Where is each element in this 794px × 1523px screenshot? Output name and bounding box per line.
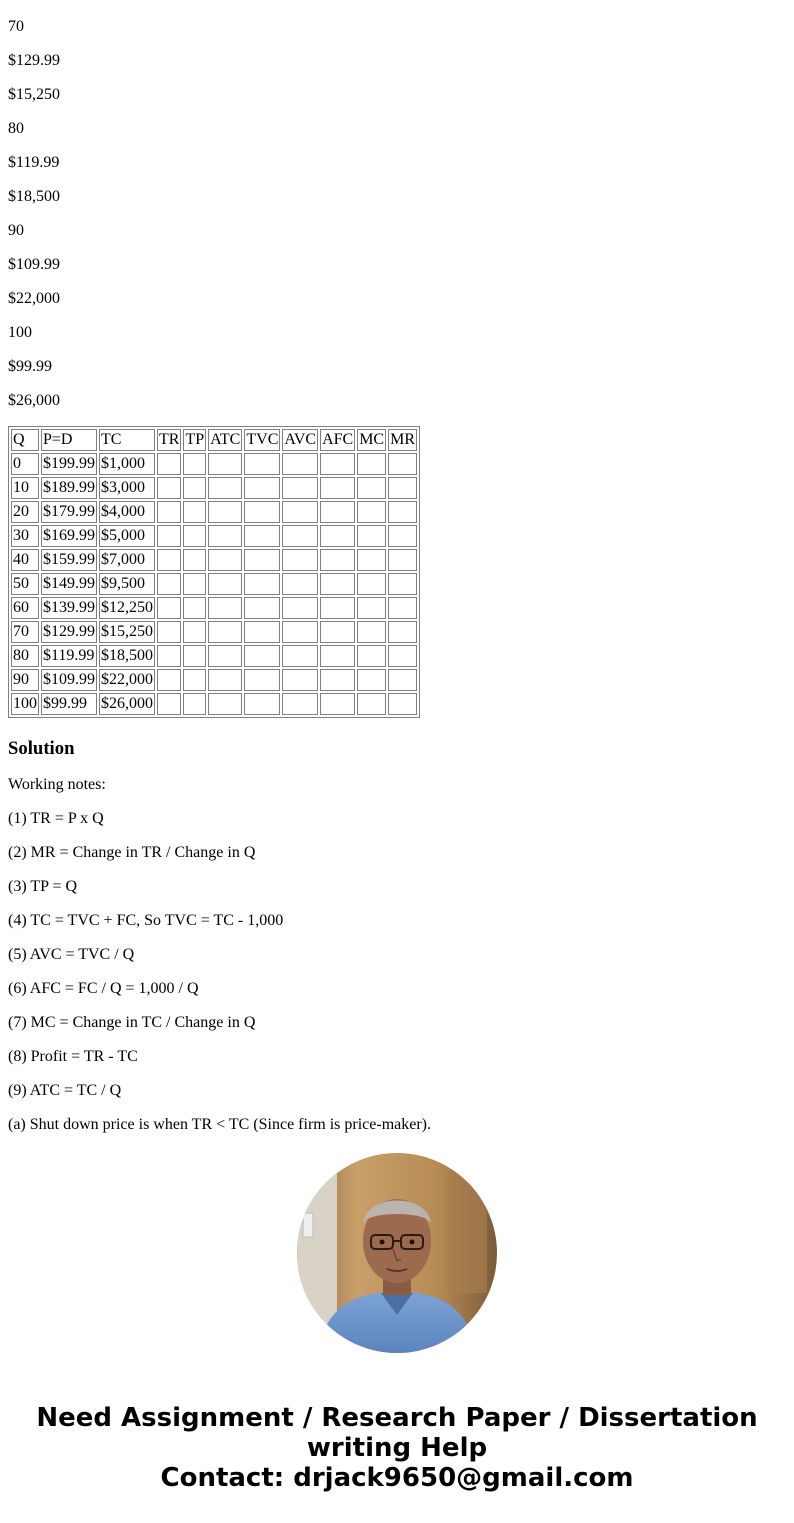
- table-cell: $129.99: [41, 621, 97, 643]
- cta-line-1: Need Assignment / Research Paper / Dissertation: [36, 1403, 758, 1433]
- table-cell: 90: [11, 669, 39, 691]
- table-cell: $3,000: [99, 477, 155, 499]
- table-cell: $22,000: [99, 669, 155, 691]
- empty-cell: [282, 453, 318, 475]
- top-value-line: $109.99: [8, 256, 60, 273]
- empty-cell: [357, 477, 386, 499]
- table-cell: $199.99: [41, 453, 97, 475]
- column-header: TR: [157, 429, 181, 451]
- empty-cell: [208, 597, 242, 619]
- top-value-line: $129.99: [8, 52, 60, 69]
- empty-cell: [320, 501, 355, 523]
- empty-cell: [320, 669, 355, 691]
- empty-cell: [388, 525, 417, 547]
- empty-cell: [183, 549, 206, 571]
- empty-cell: [388, 693, 417, 715]
- empty-cell: [157, 501, 181, 523]
- empty-cell: [244, 621, 280, 643]
- empty-cell: [357, 597, 386, 619]
- table-cell: 100: [11, 693, 39, 715]
- top-value-line: 90: [8, 222, 24, 239]
- empty-cell: [282, 501, 318, 523]
- top-value-line: $15,250: [8, 86, 60, 103]
- cta-contact-line: Contact: drjack9650@gmail.com: [160, 1463, 634, 1493]
- table-cell: $18,500: [99, 645, 155, 667]
- empty-cell: [157, 549, 181, 571]
- empty-cell: [357, 669, 386, 691]
- empty-cell: [244, 549, 280, 571]
- empty-cell: [183, 621, 206, 643]
- empty-cell: [282, 549, 318, 571]
- working-notes-label: Working notes:: [8, 776, 106, 793]
- empty-cell: [157, 525, 181, 547]
- empty-cell: [357, 693, 386, 715]
- empty-cell: [282, 597, 318, 619]
- empty-cell: [183, 645, 206, 667]
- cta-line-2: writing Help: [306, 1433, 488, 1463]
- empty-cell: [208, 573, 242, 595]
- empty-cell: [244, 477, 280, 499]
- empty-cell: [282, 669, 318, 691]
- table-cell: $169.99: [41, 525, 97, 547]
- table-cell: $1,000: [99, 453, 155, 475]
- table-header-row: [11, 429, 417, 451]
- empty-cell: [157, 693, 181, 715]
- table-cell: 0: [11, 453, 39, 475]
- top-value-line: $22,000: [8, 290, 60, 307]
- top-value-line: [8, 0, 786, 2]
- top-value-line: $119.99: [8, 154, 60, 171]
- empty-cell: [282, 477, 318, 499]
- table-cell: $15,250: [99, 621, 155, 643]
- table-row: [11, 597, 417, 619]
- column-header: TP: [183, 429, 206, 451]
- top-value-line: 100: [8, 324, 32, 341]
- author-avatar: [297, 1153, 497, 1353]
- empty-cell: [244, 693, 280, 715]
- solution-heading: Solution: [8, 738, 75, 759]
- empty-cell: [320, 621, 355, 643]
- table-cell: 20: [11, 501, 39, 523]
- empty-cell: [388, 549, 417, 571]
- empty-cell: [183, 477, 206, 499]
- empty-cell: [320, 549, 355, 571]
- table-cell: $12,250: [99, 597, 155, 619]
- author-portrait-image: [297, 1153, 497, 1353]
- column-header: P=D: [41, 429, 97, 451]
- table-cell: 60: [11, 597, 39, 619]
- empty-cell: [183, 573, 206, 595]
- empty-cell: [388, 597, 417, 619]
- empty-cell: [320, 693, 355, 715]
- working-note: (4) TC = TVC + FC, So TVC = TC - 1,000: [8, 912, 284, 929]
- empty-cell: [388, 573, 417, 595]
- empty-cell: [320, 525, 355, 547]
- table-cell: 30: [11, 525, 39, 547]
- empty-cell: [244, 501, 280, 523]
- empty-cell: [357, 549, 386, 571]
- empty-cell: [388, 501, 417, 523]
- table-row: [11, 573, 417, 595]
- empty-cell: [208, 645, 242, 667]
- empty-cell: [244, 573, 280, 595]
- column-header: TC: [99, 429, 155, 451]
- empty-cell: [208, 453, 242, 475]
- table-row: [11, 549, 417, 571]
- table-cell: $189.99: [41, 477, 97, 499]
- table-cell: $139.99: [41, 597, 97, 619]
- empty-cell: [320, 573, 355, 595]
- top-value-line: $26,000: [8, 392, 60, 409]
- empty-cell: [244, 525, 280, 547]
- table-cell: 40: [11, 549, 39, 571]
- top-value-line: 80: [8, 120, 24, 137]
- table-cell: 70: [11, 621, 39, 643]
- empty-cell: [282, 621, 318, 643]
- empty-cell: [357, 573, 386, 595]
- top-values-list: [8, 0, 786, 410]
- empty-cell: [157, 573, 181, 595]
- table-cell: 10: [11, 477, 39, 499]
- empty-cell: [357, 645, 386, 667]
- working-note: (9) ATC = TC / Q: [8, 1082, 122, 1099]
- empty-cell: [208, 501, 242, 523]
- empty-cell: [244, 453, 280, 475]
- empty-cell: [208, 621, 242, 643]
- empty-cell: [357, 525, 386, 547]
- empty-cell: [357, 621, 386, 643]
- table-row: [11, 453, 417, 475]
- empty-cell: [244, 597, 280, 619]
- top-value-line: $18,500: [8, 188, 60, 205]
- empty-cell: [183, 525, 206, 547]
- table-row: [11, 477, 417, 499]
- column-header: AVC: [282, 429, 318, 451]
- working-note: (5) AVC = TVC / Q: [8, 946, 135, 963]
- table-row: [11, 525, 417, 547]
- working-note: (a) Shut down price is when TR < TC (Since firm is price-maker).: [8, 1116, 431, 1133]
- empty-cell: [157, 669, 181, 691]
- column-header: Q: [11, 429, 39, 451]
- table-cell: $159.99: [41, 549, 97, 571]
- table-cell: 50: [11, 573, 39, 595]
- table-cell: $7,000: [99, 549, 155, 571]
- empty-cell: [388, 453, 417, 475]
- empty-cell: [388, 477, 417, 499]
- empty-cell: [183, 597, 206, 619]
- empty-cell: [320, 597, 355, 619]
- working-note: (7) MC = Change in TC / Change in Q: [8, 1014, 256, 1031]
- top-value-line: 70: [8, 18, 24, 35]
- empty-cell: [388, 645, 417, 667]
- contact-banner: [0, 1403, 794, 1493]
- table-cell: $4,000: [99, 501, 155, 523]
- empty-cell: [282, 645, 318, 667]
- empty-cell: [157, 621, 181, 643]
- working-note: (6) AFC = FC / Q = 1,000 / Q: [8, 980, 199, 997]
- table-cell: $109.99: [41, 669, 97, 691]
- empty-cell: [320, 477, 355, 499]
- empty-cell: [157, 477, 181, 499]
- table-cell: $9,500: [99, 573, 155, 595]
- working-note: (3) TP = Q: [8, 878, 78, 895]
- empty-cell: [282, 693, 318, 715]
- document-content: [8, 0, 786, 1150]
- empty-cell: [357, 501, 386, 523]
- working-note: (1) TR = P x Q: [8, 810, 104, 827]
- table-cell: $119.99: [41, 645, 97, 667]
- table-row: [11, 645, 417, 667]
- empty-cell: [208, 525, 242, 547]
- table-row: [11, 693, 417, 715]
- empty-cell: [357, 453, 386, 475]
- empty-cell: [320, 645, 355, 667]
- empty-cell: [183, 669, 206, 691]
- column-header: MR: [388, 429, 417, 451]
- table-row: [11, 621, 417, 643]
- empty-cell: [244, 669, 280, 691]
- cost-revenue-table: [8, 426, 420, 718]
- column-header: MC: [357, 429, 386, 451]
- empty-cell: [282, 525, 318, 547]
- table-cell: 80: [11, 645, 39, 667]
- table-cell: $179.99: [41, 501, 97, 523]
- empty-cell: [183, 501, 206, 523]
- empty-cell: [208, 549, 242, 571]
- top-value-line: $99.99: [8, 358, 52, 375]
- column-header: TVC: [244, 429, 280, 451]
- table-row: [11, 669, 417, 691]
- empty-cell: [282, 573, 318, 595]
- working-notes-list: [8, 810, 786, 1134]
- empty-cell: [183, 453, 206, 475]
- empty-cell: [157, 453, 181, 475]
- table-cell: $99.99: [41, 693, 97, 715]
- working-note: (8) Profit = TR - TC: [8, 1048, 138, 1065]
- empty-cell: [208, 477, 242, 499]
- empty-cell: [388, 669, 417, 691]
- working-note: (2) MR = Change in TR / Change in Q: [8, 844, 256, 861]
- table-cell: $26,000: [99, 693, 155, 715]
- empty-cell: [320, 453, 355, 475]
- empty-cell: [183, 693, 206, 715]
- table-row: [11, 501, 417, 523]
- empty-cell: [208, 693, 242, 715]
- column-header: AFC: [320, 429, 355, 451]
- empty-cell: [208, 669, 242, 691]
- empty-cell: [157, 645, 181, 667]
- empty-cell: [157, 597, 181, 619]
- column-header: ATC: [208, 429, 242, 451]
- table-cell: $149.99: [41, 573, 97, 595]
- empty-cell: [388, 621, 417, 643]
- empty-cell: [244, 645, 280, 667]
- table-cell: $5,000: [99, 525, 155, 547]
